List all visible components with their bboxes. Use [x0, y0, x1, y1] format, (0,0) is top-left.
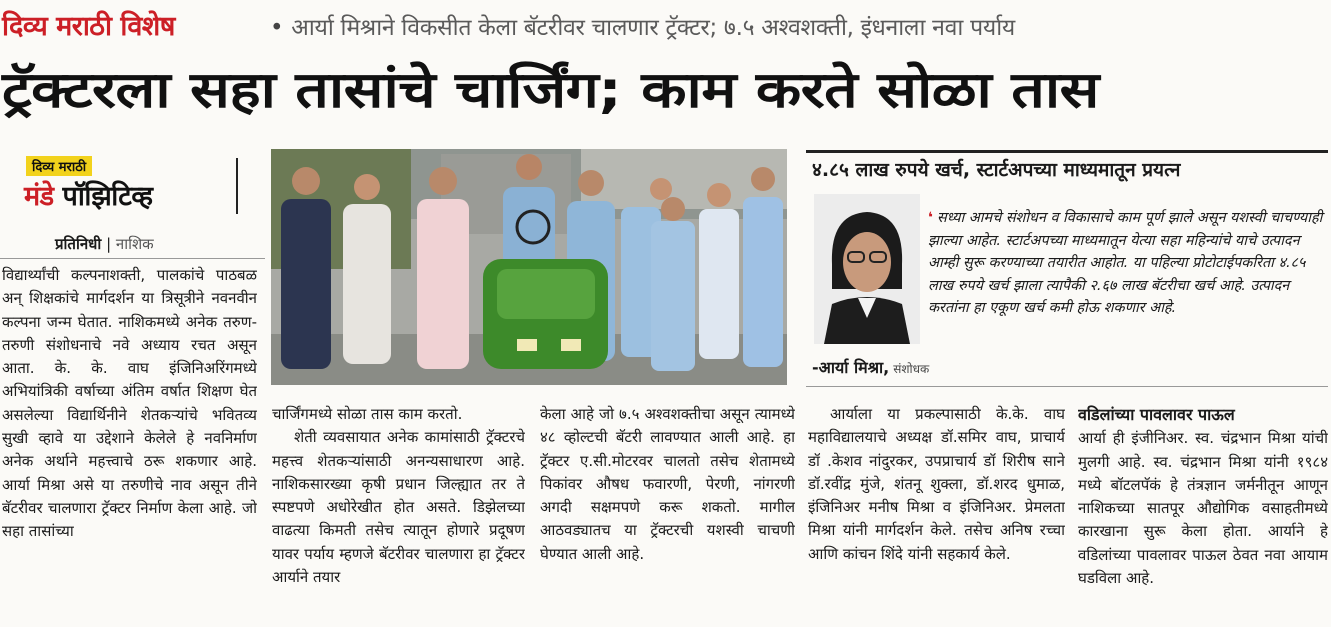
- subheadline-text: आर्या मिश्राने विकसीत केला बॅटरीवर चालणार ट्रॅक्टर; ७.५ अश्वशक्ती, इंधनाला नवा पर्याय: [291, 15, 1015, 41]
- brand-divider: [236, 158, 238, 214]
- box-heading: ४.८५ लाख रुपये खर्च, स्टार्टअपच्या माध्यमातून प्रयत्न: [812, 159, 1181, 181]
- quote-text: सध्या आमचे संशोधन व विकासाचे काम पूर्ण झाले असून यशस्वी चाचण्याही झाल्या आहेत. स्टार्टअपच्या माध्यमातून येत्या सहा महिन्यांचे याचे उत्पादन आम्ही सुरू करण्याच्या तयारीत आहोत. या पहिल्या प्रोटोटाईपकरिता ४.८५ लाख रुपये खर्च झाला त्यापैकी २.६७ लाख बॅटरीचा खर्च आहे. उत्पादन करतांना हा एकूण खर्च कमी होऊ शकणार आहे.: [928, 210, 1323, 316]
- attribution-name: -आर्या मिश्रा,: [812, 358, 890, 377]
- box-top-rule: [806, 150, 1328, 153]
- byline: प्रतिनिधी | नाशिक: [55, 235, 154, 253]
- article-column-5: [1078, 403, 1328, 625]
- headline: ट्रॅक्टरला सहा तासांचे चार्जिंग; काम करते सोळा तास: [2, 61, 1099, 119]
- group-photo-illustration: [271, 149, 787, 385]
- attribution-role: संशोधक: [893, 362, 930, 376]
- article-column-3: [540, 403, 795, 625]
- quote-block: [928, 207, 1326, 320]
- news-photo: [271, 149, 787, 385]
- divider-rule: [0, 258, 265, 259]
- byline-place: नाशिक: [115, 235, 154, 253]
- article-column-2: [272, 403, 525, 625]
- column-5-subheading: वडिलांच्या पावलावर पाऊल: [1078, 405, 1235, 424]
- article-column-4: [808, 403, 1065, 625]
- box-bottom-rule: [806, 386, 1328, 387]
- byline-author: प्रतिनिधी: [55, 235, 102, 253]
- column-2-text: शेती व्यवसायात अनेक कामांसाठी ट्रॅक्टरचे महत्त्व शेतकऱ्यांसाठी अनन्यसाधारण आहे. नाशिकसारख्या कृषी प्रधान जिल्ह्यात तर ते स्पष्टपणे अधोरेखीत होत असते. डिझेलच्या वाढत्या किमती तसेच त्यातून होणारे प्रदूषण यावर पर्याय म्हणजे बॅटरीवर चालणारा हा ट्रॅक्टर आर्याने तयार: [272, 428, 525, 587]
- portrait-illustration: [814, 194, 920, 344]
- subheadline: [270, 10, 1015, 42]
- quote-attribution: [812, 356, 929, 378]
- bullet-icon: •: [270, 15, 284, 41]
- column-2-lead: चार्जिंगमध्ये सोळा तास काम करतो.: [272, 405, 463, 423]
- column-1-text: विद्यार्थ्यांची कल्पनाशक्ती, पालकांचे पाठबळ अन् शिक्षकांचे मार्गदर्शन या त्रिसूत्रीने नवनवीन कल्पना जन्म घेतात. नाशिकमध्ये अनेक तरुण-तरुणी संशोधनाचे नवे अध्याय रचत असून आता. के. के. वाघ इंजिनिअरिंगमध्ये अभियांत्रिकी वर्षाच्या अंतिम वर्षात शिक्षण घेत असलेल्या विद्यार्थिनीने शेतकऱ्यांचे भवितव्य सुखी व्हावे या उद्देशाने केलेले हे नवनिर्माण अनेक अर्थाने महत्त्वाचे ठरू शकणार आहे. आर्या मिश्रा असे या तरुणीचे नाव असून तीने बॅटरीवर चालणारा ट्रॅक्टर निर्माण केला आहे. जो सहा तासांच्या: [2, 266, 257, 541]
- brand-logo-small: दिव्य मराठी: [26, 156, 92, 176]
- brand-red-word: मंडे: [24, 181, 54, 212]
- column-3-text: केला आहे जो ७.५ अश्वशक्तीचा असून त्यामध्ये ४८ व्होल्टची बॅटरी लावण्यात आली आहे. हा ट्रॅक्टर ए.सी.मोटरवर चालतो तसेच शेतामध्ये पिकांवर औषध फवारणी, पेरणी, नांगरणी अगदी सक्षमपणे करू शकतो. मागील आठवड्यातच या ट्रॅक्टरची यशस्वी चाचणी घेण्यात आली आहे.: [540, 405, 795, 563]
- brand-black-word: पॉझिटिव्ह: [62, 181, 153, 212]
- article-column-1: [2, 264, 257, 626]
- portrait-photo: [814, 194, 920, 344]
- brand-logo-main: [24, 176, 152, 213]
- quote-mark-icon: ❛: [928, 210, 933, 226]
- section-kicker: दिव्य मराठी विशेष: [2, 11, 175, 42]
- column-4-text: आर्याला या प्रकल्पासाठी के.के. वाघ महाविद्यालयाचे अध्यक्ष डॉ.समिर वाघ, प्राचार्य डॉ .केशव नांदुरकर, उपप्राचार्य डॉ शिरीष साने डॉ.रवींद्र मुंजे, शंतनू शुक्ला, डॉ.शरद धुमाळ, इंजिनिअर मनीष मिश्रा व इंजिनिअर. प्रेमलता मिश्रा यांनी मार्गदर्शन केले. तसेच अनिष रच्चा आणि कांचन शिंदे यांनी सहकार्य केले.: [808, 405, 1065, 563]
- column-5-text: आर्या ही इंजीनिअर. स्व. चंद्रभान मिश्रा यांची मुलगी आहे. स्व. चंद्रभान मिश्रा यांनी १९८४ मध्ये बॉटलपॅकं हे तंत्रज्ञान जर्मनीतून आणून नाशिकच्या सातपूर औद्योगिक वसाहतीमध्ये कारखाना सुरू केला होता. आर्याने हे वडिलांच्या पावलावर पाऊल ठेवत नवा आयाम घडविला आहे.: [1078, 429, 1328, 588]
